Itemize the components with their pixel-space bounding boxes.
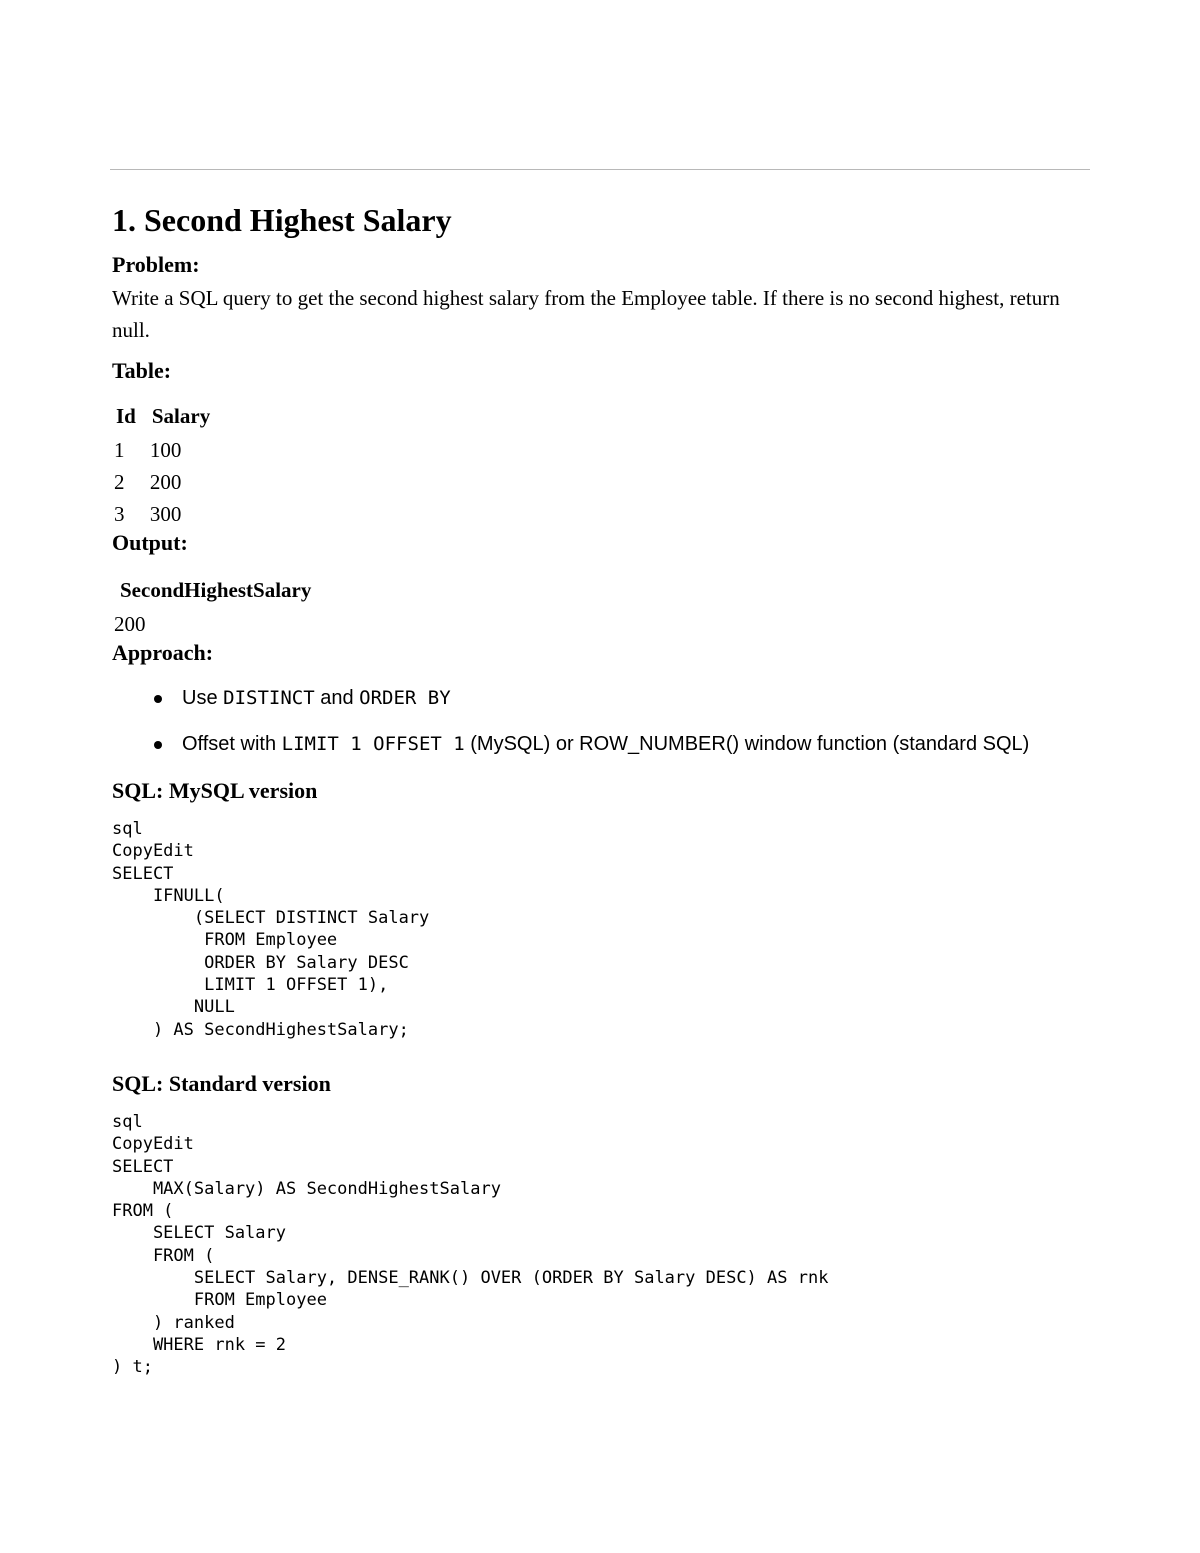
code-lang-label: sql [112,819,143,839]
list-item [182,728,1087,760]
table-row [112,466,222,498]
inline-code: ORDER BY [359,687,451,709]
document-body [112,200,1087,1379]
inline-code: LIMIT 1 OFFSET 1 [281,733,465,755]
code-lang-label: sql [112,1111,143,1132]
list-text: (MySQL) or [464,733,580,755]
employee-table [112,398,222,530]
copy-edit-button[interactable]: CopyEdit [112,1134,194,1155]
table-cell: 300 [149,501,182,526]
problem-text: Write a SQL query to get the second highest salary from the Employee table. If there is no second highest, return null. [112,286,1060,342]
column-header-id: Id [116,403,136,428]
list-item [182,682,1087,714]
table-cell: 2 [114,469,125,494]
copy-edit-button[interactable]: CopyEdit [112,841,194,862]
problem-label: Problem: [112,252,200,277]
table-cell: 100 [149,437,182,462]
table-header-row [112,398,222,434]
mysql-code-block: SELECT IFNULL( (SELECT DISTINCT Salary FROM Employee ORDER BY Salary DESC LIMIT 1 OFFSET 1), NULL ) AS SecondHighestSalary; [112,863,430,1040]
bullet-icon [154,695,162,703]
standard-code-block: SELECT MAX(Salary) AS SecondHighestSalary FROM ( SELECT Salary FROM ( SELECT Salary, DENSE_RANK() OVER (ORDER BY Salary DESC) AS rnk FROM Employee ) ranked WHERE rnk = 2 ) t; [112,1156,829,1378]
mysql-label: SQL: MySQL version [112,778,318,803]
table-cell: 3 [114,501,125,526]
approach-label: Approach: [112,640,214,665]
list-text: Offset with [182,733,282,755]
horizontal-rule [110,169,1090,170]
inline-code: DISTINCT [223,687,315,709]
column-header-salary: Salary [151,403,211,428]
inline-code: ROW_NUMBER() [579,733,740,755]
list-text: Use [182,687,224,709]
output-table [112,572,323,640]
table-cell: 200 [149,469,182,494]
table-row [112,434,222,466]
output-label: Output: [112,530,188,555]
table-cell: 1 [114,437,125,462]
table-cell: 200 [114,611,146,636]
standard-label: SQL: Standard version [112,1070,331,1096]
bullet-icon [154,741,162,749]
column-header-second-highest-salary: SecondHighestSalary [120,577,312,602]
list-text: and [314,687,360,709]
approach-list [112,682,1087,760]
table-row [112,608,323,640]
page-title: 1. Second Highest Salary [112,202,452,238]
table-row [112,498,222,530]
list-text: window function (standard SQL) [739,733,1030,755]
table-label: Table: [112,358,172,383]
table-header-row [112,572,323,608]
